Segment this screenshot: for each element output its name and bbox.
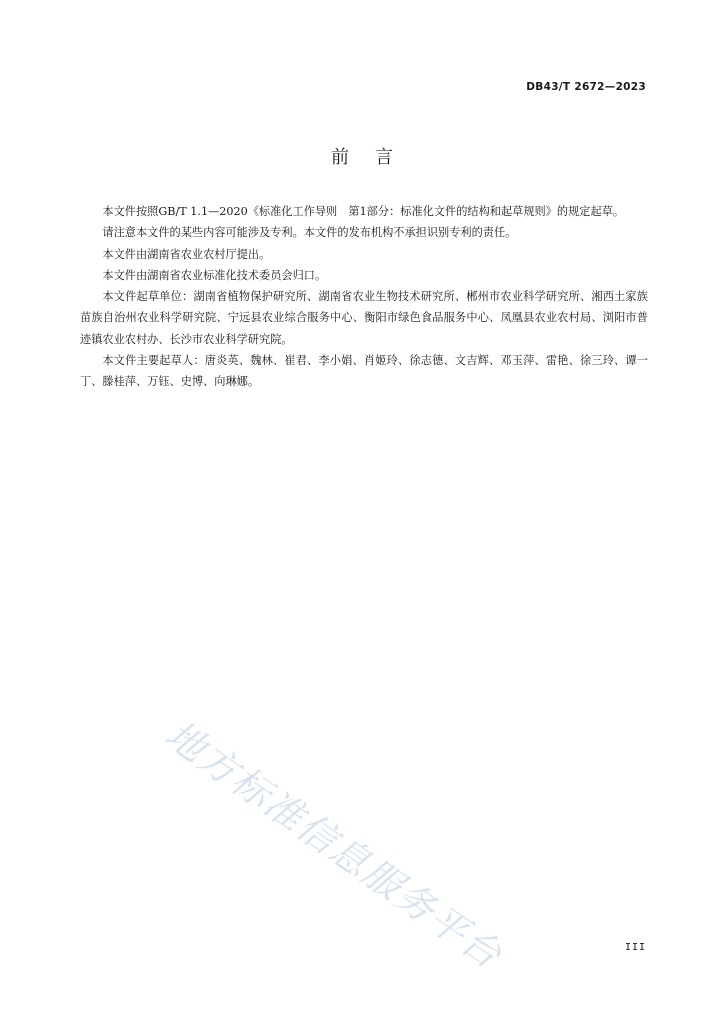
paragraph-drafting-units: 本文件起草单位：湖南省植物保护研究所、湖南省农业生物技术研究所、郴州市农业科学研究所、湘西土家族苗族自治州农业科学研究院、宁远县农业综合服务中心、衡阳市绿色食品服务中心、凤凰县农业农村局、浏阳市普迹镇农业农村办、长沙市农业科学研究院。 [80, 290, 648, 346]
paragraph-patent-notice: 请注意本文件的某些内容可能涉及专利。本文件的发布机构不承担识别专利的责任。 [102, 226, 517, 240]
document-body [80, 201, 648, 393]
standard-code: DB43/T 2672—2023 [526, 81, 646, 93]
paragraph-proposer: 本文件由湖南省农业农村厅提出。 [102, 247, 271, 261]
watermark: 地方标准信息服务平台 [157, 712, 511, 978]
page-number: III [624, 942, 646, 953]
paragraph-drafters: 本文件主要起草人：唐炎英、魏林、崔君、李小娟、肖姬玲、徐志德、文吉辉、邓玉萍、雷艳、徐三玲、谭一丁、滕桂萍、万钰、史博、向琳娜。 [80, 354, 648, 389]
paragraph-administrator: 本文件由湖南省农业标准化技术委员会归口。 [102, 268, 327, 282]
page-title: 前言 [331, 147, 419, 168]
paragraph-drafting-rules: 本文件按照GB/T 1.1—2020《标准化工作导则 第1部分：标准化文件的结构和起草规则》的规定起草。 [102, 205, 625, 218]
